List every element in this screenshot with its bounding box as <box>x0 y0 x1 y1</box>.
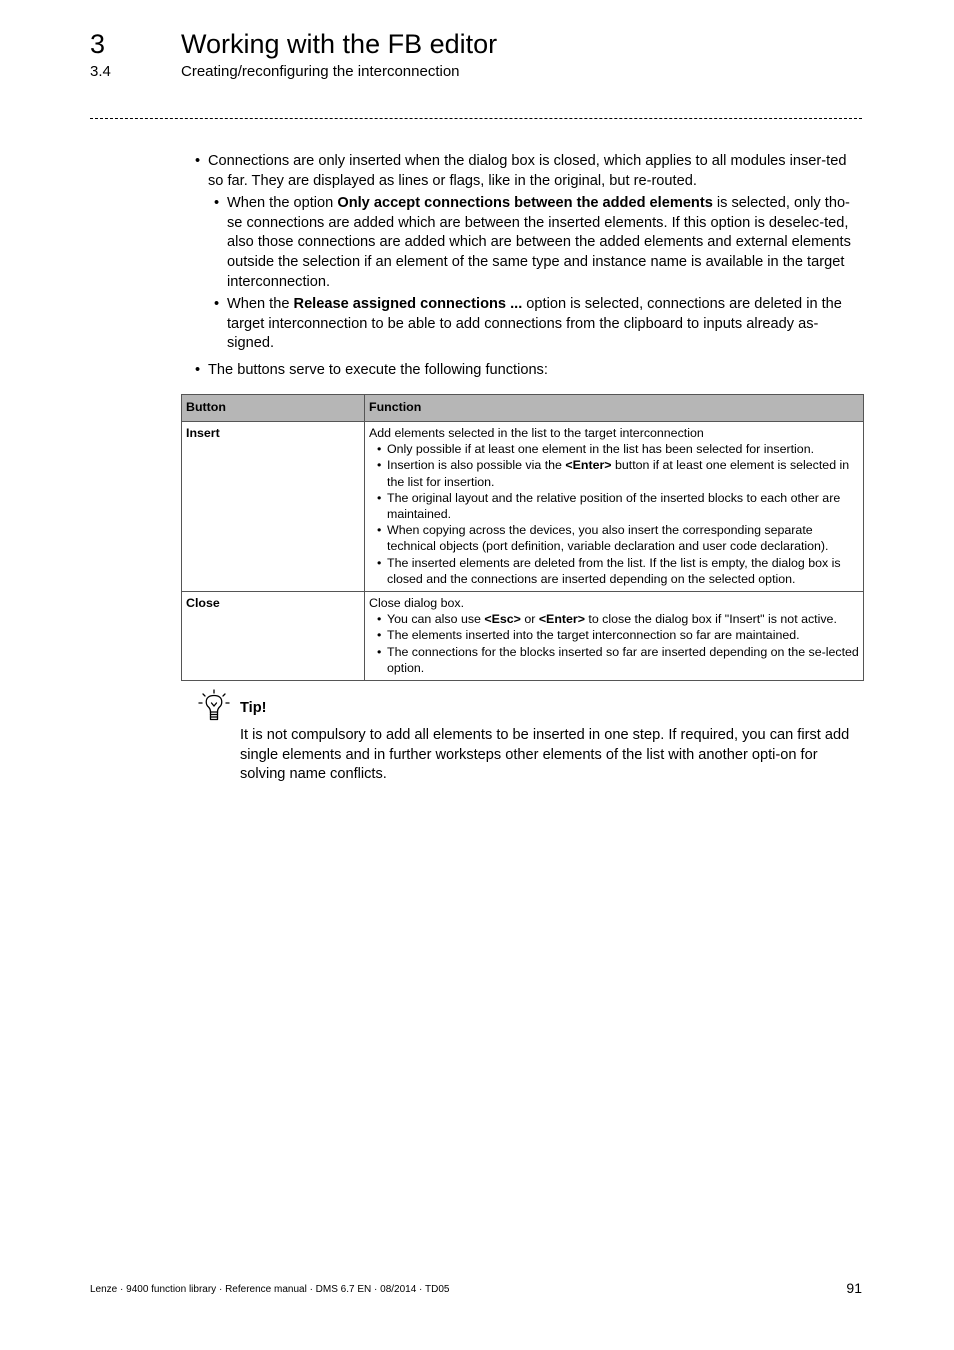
key-name: <Enter> <box>538 612 585 627</box>
text: is selected, only tho-se connections are added which are between the inserted elements. If this option is deselec-ted, also those connections are added which are between the added elements and external elements outside the selection if an element of the same type and instance name is available in the target interconnection. <box>227 195 851 290</box>
header-button: Button <box>182 395 365 422</box>
section-title: Creating/reconfiguring the interconnection <box>181 63 460 80</box>
list-item: • The elements inserted into the target interconnection so far are maintained. <box>369 627 859 643</box>
table-header-row <box>182 395 864 422</box>
chapter-number: 3 <box>90 29 106 59</box>
text: button if at least one element is selected in the list for insertion. <box>387 458 850 489</box>
function-intro: Close dialog box. <box>369 596 465 611</box>
button-name: Close <box>182 592 365 681</box>
text: You can also use <box>387 612 485 627</box>
list-item: • The connections for the blocks inserted so far are inserted depending on the se-lected option. <box>369 644 859 676</box>
text: Insertion is also possible via the <box>387 458 566 473</box>
tip-label: Tip! <box>240 700 267 716</box>
list-item: • When copying across the devices, you also insert the corresponding separate technical objects (port definition, variable declaration and user code declaration). <box>369 522 859 554</box>
list-item: • The original layout and the relative position of the inserted blocks to each other are maintained. <box>369 490 859 522</box>
bullet-connections: • Connections are only inserted when the dialog box is closed, which applies to all modules inser-ted so far. They are displayed as lines or flags, like in the original, but re-routed. <box>181 152 863 191</box>
table-row <box>182 592 864 681</box>
option-name: Only accept connections between the added elements <box>337 195 713 212</box>
text: When the option <box>227 195 338 212</box>
function-intro: Add elements selected in the list to the target interconnection <box>369 426 704 440</box>
header-divider <box>90 118 862 119</box>
section-number: 3.4 <box>90 63 111 80</box>
key-name: <Esc> <box>484 612 521 627</box>
function-cell <box>365 422 864 592</box>
text: When the <box>227 296 294 313</box>
body-text <box>181 152 863 381</box>
list-item <box>369 611 859 627</box>
list-item: • The inserted elements are deleted from the list. If the list is empty, the dialog box is closed and the connections are inserted depending on the selected option. <box>369 555 859 587</box>
chapter-title: Working with the FB editor <box>181 29 498 59</box>
button-function-table <box>181 394 864 681</box>
list-item: • Only possible if at least one element in the list has been selected for insertion. <box>369 441 859 457</box>
subbullet-release-assigned <box>181 295 863 354</box>
button-name: Insert <box>182 422 365 592</box>
text: option is selected, connections are deleted in the target interconnection to be able to add connections from the clipboard to inputs already as-signed. <box>227 296 842 352</box>
text: to close the dialog box if "Insert" is not active. <box>584 612 837 627</box>
text: or <box>520 612 539 627</box>
bullet-buttons: • The buttons serve to execute the following functions: <box>181 361 863 381</box>
lightbulb-icon <box>196 688 232 724</box>
header-function: Function <box>365 395 864 422</box>
table-row <box>182 422 864 592</box>
subbullet-only-accept <box>181 194 863 292</box>
function-cell <box>365 592 864 681</box>
key-name: <Enter> <box>565 458 612 473</box>
tip-text: It is not compulsory to add all elements to be inserted in one step. If required, you can first add single elements and in further worksteps other elements of the list with another opti-on for solving name conflicts. <box>240 727 850 783</box>
footer-text: Lenze · 9400 function library · Reference manual · DMS 6.7 EN · 08/2014 · TD05 <box>90 1284 450 1295</box>
list-item <box>369 457 859 489</box>
option-name: Release assigned connections ... <box>293 296 523 313</box>
page-number: 91 <box>846 1280 862 1296</box>
